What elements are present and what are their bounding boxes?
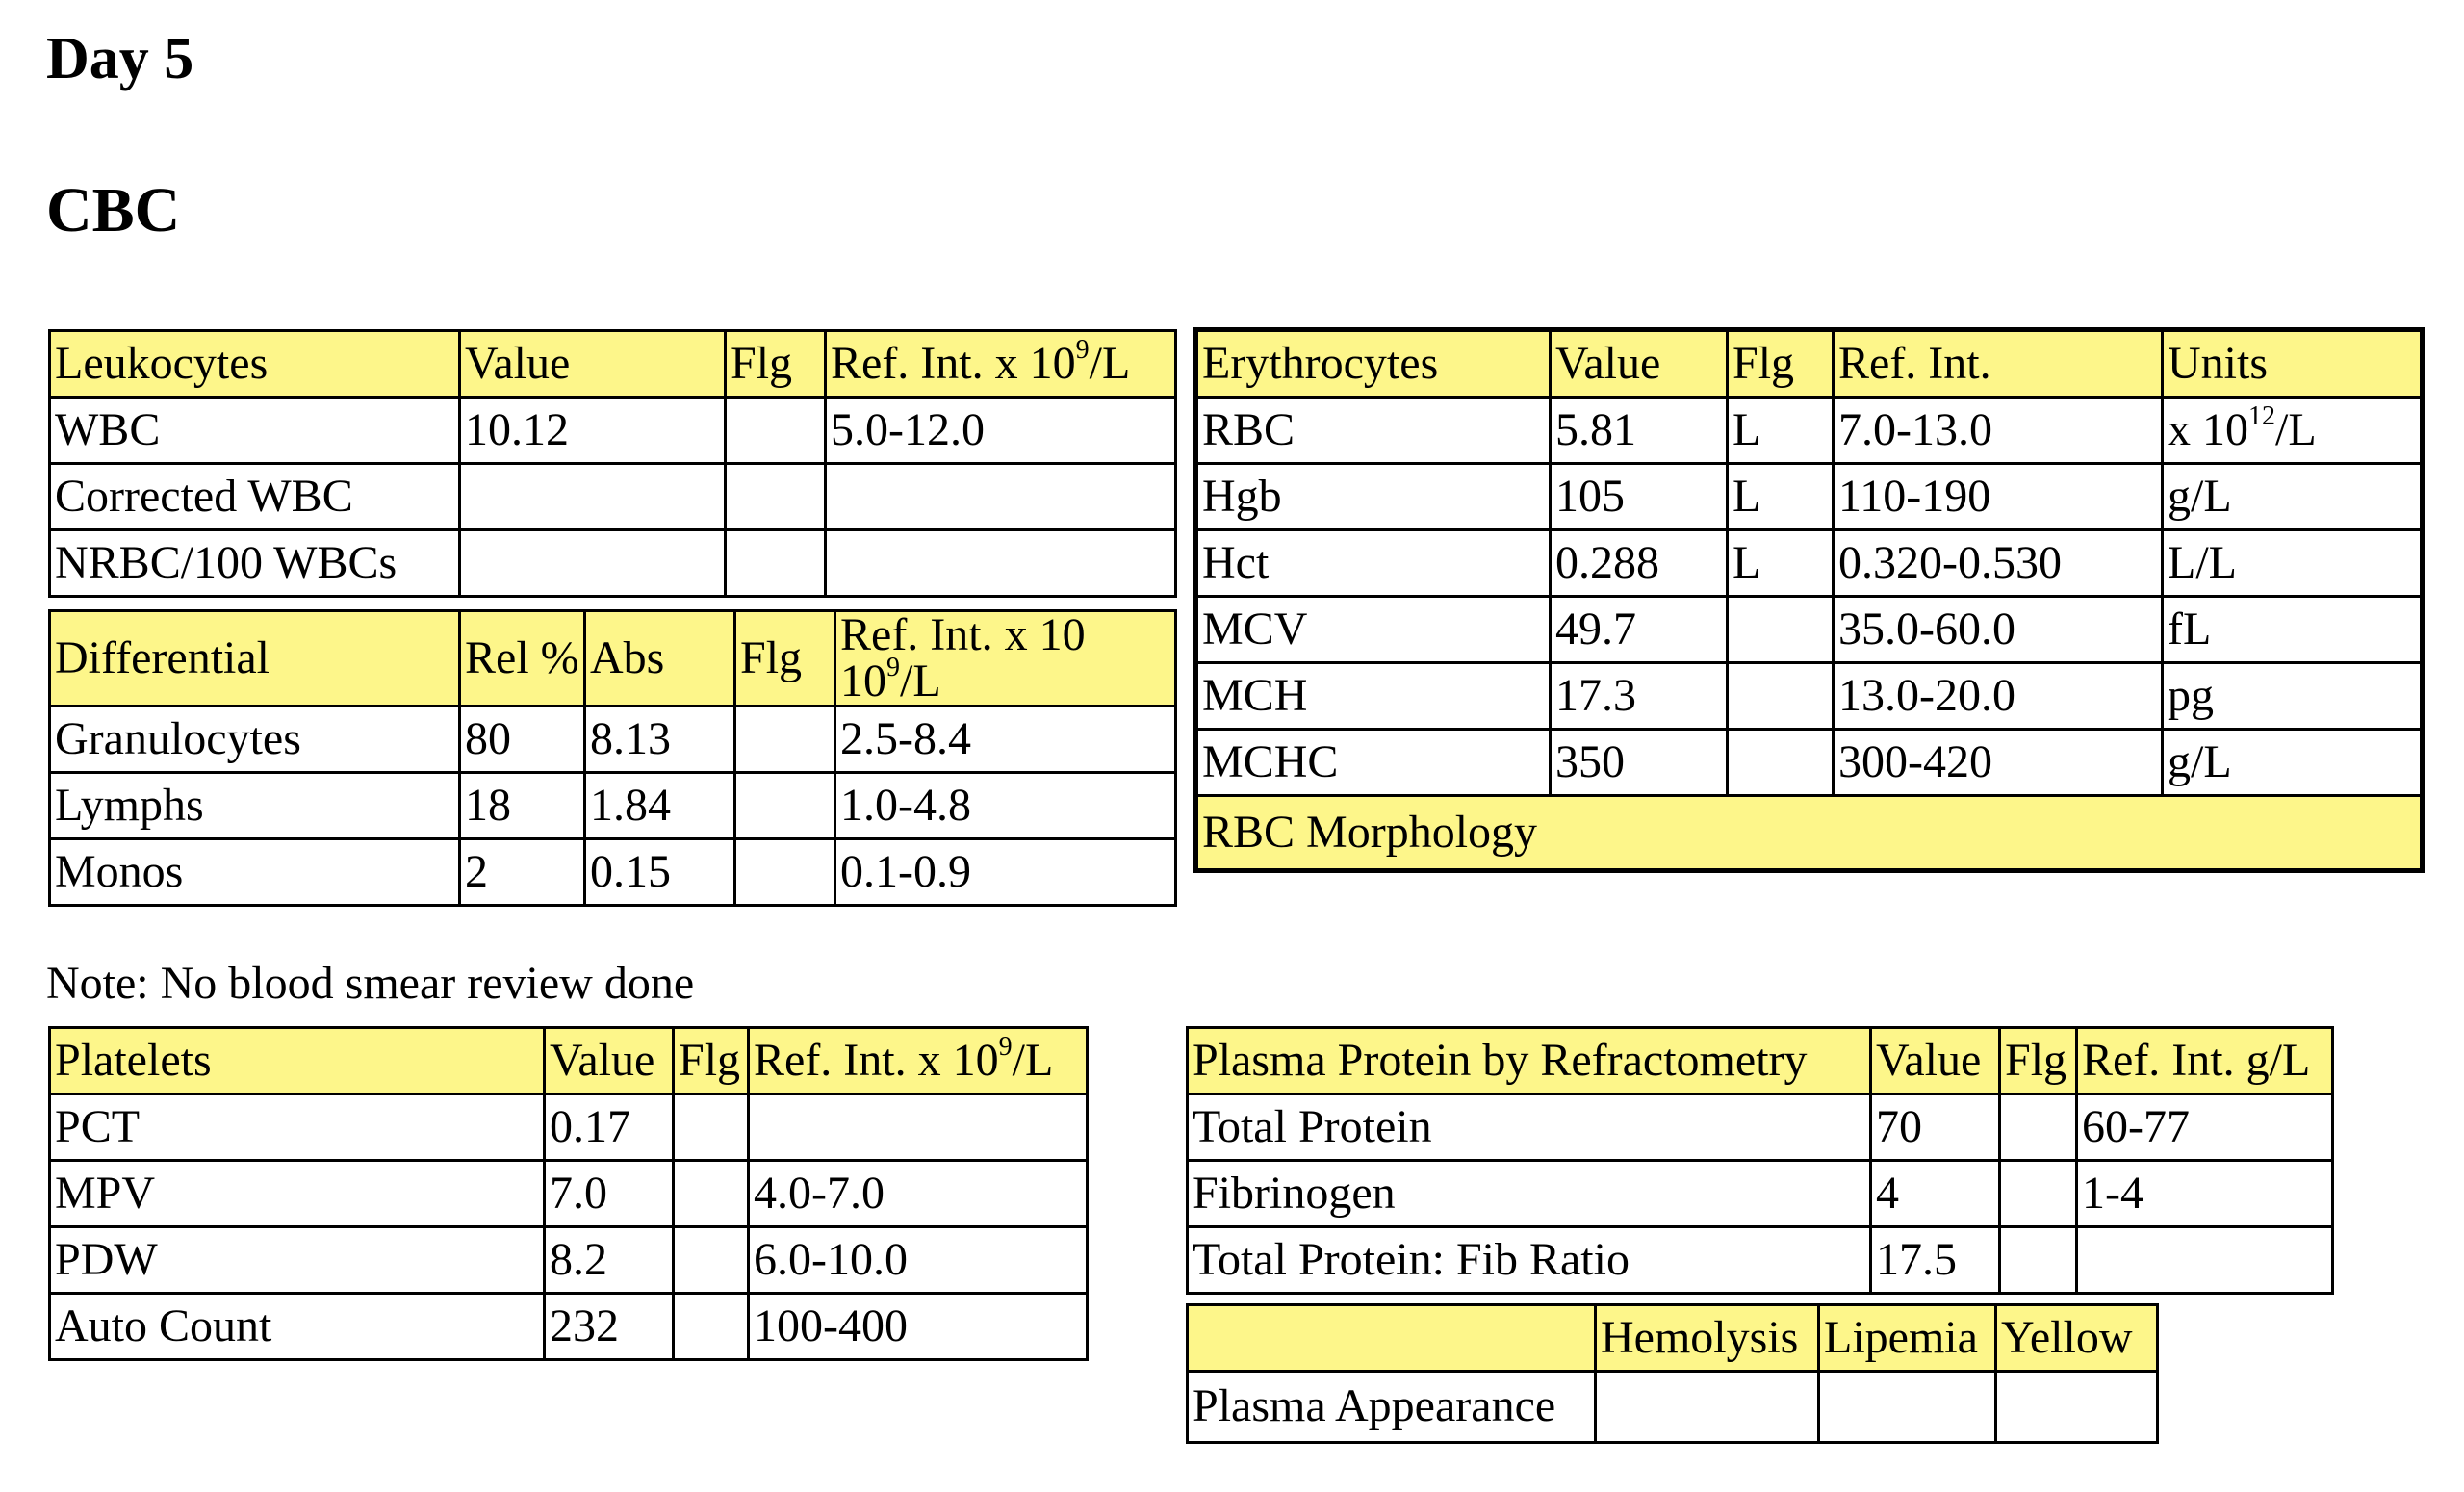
units-cell: pg	[2163, 663, 2423, 730]
value-cell: 17.3	[1551, 663, 1728, 730]
ref-cell	[826, 464, 1176, 530]
value-cell: 7.0	[545, 1161, 674, 1227]
table-row	[50, 839, 1176, 906]
table-row	[1196, 464, 2423, 530]
lipemia-cell	[1819, 1372, 1996, 1443]
table-row	[50, 1294, 1088, 1360]
header-ref-int: Ref. Int. x $10^9/L$	[749, 1028, 1088, 1094]
row-label: PCT	[50, 1094, 545, 1161]
plasma-appearance-header-row	[1188, 1305, 2158, 1372]
abs-cell: 8.13	[585, 707, 735, 773]
header-lipemia: Lipemia	[1819, 1305, 1996, 1372]
flag-cell	[2000, 1094, 2077, 1161]
ref-cell: 7.0-13.0	[1834, 398, 2163, 464]
flag-cell	[674, 1161, 749, 1227]
abs-cell: 0.15	[585, 839, 735, 906]
header-flag: Flg	[2000, 1028, 2077, 1094]
plasma-appearance-table	[1186, 1303, 2159, 1444]
header-hemolysis: Hemolysis	[1596, 1305, 1819, 1372]
row-label: PDW	[50, 1227, 545, 1294]
header-differential: Differential	[50, 611, 460, 707]
table-row	[50, 707, 1176, 773]
table-row	[50, 530, 1176, 597]
ref-cell: 35.0-60.0	[1834, 597, 2163, 663]
flag-cell	[726, 398, 826, 464]
row-label: MCHC	[1196, 730, 1551, 796]
erythrocytes-header-row	[1196, 330, 2423, 398]
flag-cell: L	[1728, 530, 1834, 597]
units-cell: fL	[2163, 597, 2423, 663]
header-flag: Flg	[1728, 330, 1834, 398]
units-cell: g/L	[2163, 464, 2423, 530]
header-value: Value	[1871, 1028, 2000, 1094]
rel-cell: 2	[460, 839, 585, 906]
row-label: Granulocytes	[50, 707, 460, 773]
flag-cell: L	[1728, 398, 1834, 464]
row-label: Plasma Appearance	[1188, 1372, 1596, 1443]
plasma-protein-table	[1186, 1026, 2334, 1295]
row-label: Hgb	[1196, 464, 1551, 530]
row-label: NRBC/100 WBCs	[50, 530, 460, 597]
flag-cell	[674, 1294, 749, 1360]
table-row	[1196, 663, 2423, 730]
row-label: Hct	[1196, 530, 1551, 597]
flag-cell	[1728, 663, 1834, 730]
row-label: Total Protein: Fib Ratio	[1188, 1227, 1871, 1294]
flag-cell: L	[1728, 464, 1834, 530]
platelets-header-row	[50, 1028, 1088, 1094]
table-row	[50, 1227, 1088, 1294]
ref-cell: 300-420	[1834, 730, 2163, 796]
header-ref-int: Ref. Int. g/L	[2077, 1028, 2333, 1094]
value-cell: 0.288	[1551, 530, 1728, 597]
rel-cell: 80	[460, 707, 585, 773]
header-value: Value	[545, 1028, 674, 1094]
value-cell: 10.12	[460, 398, 726, 464]
row-label: MCV	[1196, 597, 1551, 663]
ref-cell: 5.0-12.0	[826, 398, 1176, 464]
smear-note: Note: No blood smear review done	[46, 958, 695, 1009]
table-row	[1196, 398, 2423, 464]
value-cell: 49.7	[1551, 597, 1728, 663]
row-label: MPV	[50, 1161, 545, 1227]
row-label: MCH	[1196, 663, 1551, 730]
table-row	[50, 398, 1176, 464]
ref-cell: 1.0-4.8	[835, 773, 1176, 839]
row-label: Auto Count	[50, 1294, 545, 1360]
table-row	[50, 1161, 1088, 1227]
flag-cell	[735, 707, 835, 773]
differential-header-row	[50, 611, 1176, 707]
row-label: Total Protein	[1188, 1094, 1871, 1161]
header-units: Units	[2163, 330, 2423, 398]
leukocytes-table	[48, 329, 1177, 598]
value-cell: 105	[1551, 464, 1728, 530]
value-cell	[460, 464, 726, 530]
header-ref-int: Ref. Int.	[1834, 330, 2163, 398]
units-cell: x $10^{12}/L$	[2163, 398, 2423, 464]
ref-cell: 100-400	[749, 1294, 1088, 1360]
header-abs: Abs	[585, 611, 735, 707]
flag-cell	[674, 1227, 749, 1294]
table-row	[1196, 597, 2423, 663]
rbc-morphology-row	[1196, 796, 2423, 871]
platelets-table	[48, 1026, 1089, 1361]
ref-cell: 6.0-10.0	[749, 1227, 1088, 1294]
row-label: Lymphs	[50, 773, 460, 839]
header-value: Value	[460, 331, 726, 398]
value-cell: 8.2	[545, 1227, 674, 1294]
rel-cell: 18	[460, 773, 585, 839]
table-row	[1188, 1372, 2158, 1443]
abs-cell: 1.84	[585, 773, 735, 839]
plasma-protein-header-row	[1188, 1028, 2333, 1094]
flag-cell	[1728, 730, 1834, 796]
row-label: WBC	[50, 398, 460, 464]
header-ref-int: Ref. Int. x $10^9/L$	[826, 331, 1176, 398]
ref-cell	[749, 1094, 1088, 1161]
header-erythrocytes: Erythrocytes	[1196, 330, 1551, 398]
header-rel-percent: Rel %	[460, 611, 585, 707]
hemolysis-cell	[1596, 1372, 1819, 1443]
header-value: Value	[1551, 330, 1728, 398]
units-cell: g/L	[2163, 730, 2423, 796]
ref-cell: 0.320-0.530	[1834, 530, 2163, 597]
flag-cell	[726, 464, 826, 530]
ref-cell: 1-4	[2077, 1161, 2333, 1227]
units-cell: L/L	[2163, 530, 2423, 597]
yellow-cell	[1996, 1372, 2158, 1443]
page-title: Day 5	[46, 26, 194, 91]
header-platelets: Platelets	[50, 1028, 545, 1094]
flag-cell	[674, 1094, 749, 1161]
flag-cell	[2000, 1227, 2077, 1294]
row-label: RBC	[1196, 398, 1551, 464]
row-label: Monos	[50, 839, 460, 906]
erythrocytes-table	[1194, 327, 2425, 873]
flag-cell	[735, 773, 835, 839]
table-row	[1188, 1161, 2333, 1227]
header-flag: Flg	[674, 1028, 749, 1094]
ref-cell: 110-190	[1834, 464, 2163, 530]
table-row	[50, 773, 1176, 839]
table-row	[1188, 1227, 2333, 1294]
value-cell: 17.5	[1871, 1227, 2000, 1294]
value-cell: 5.81	[1551, 398, 1728, 464]
value-cell: 0.17	[545, 1094, 674, 1161]
ref-cell: 60-77	[2077, 1094, 2333, 1161]
table-row	[1196, 530, 2423, 597]
flag-cell	[1728, 597, 1834, 663]
value-cell	[460, 530, 726, 597]
flag-cell	[735, 839, 835, 906]
table-row	[50, 464, 1176, 530]
table-row	[1196, 730, 2423, 796]
leukocytes-header-row	[50, 331, 1176, 398]
flag-cell	[726, 530, 826, 597]
header-flag: Flg	[726, 331, 826, 398]
ref-cell: 2.5-8.4	[835, 707, 1176, 773]
differential-table	[48, 609, 1177, 907]
ref-cell: 0.1-0.9	[835, 839, 1176, 906]
section-title: CBC	[46, 175, 181, 245]
rbc-morphology-label: RBC Morphology	[1196, 796, 2423, 871]
table-row	[50, 1094, 1088, 1161]
header-plasma-protein: Plasma Protein by Refractometry	[1188, 1028, 1871, 1094]
value-cell: 350	[1551, 730, 1728, 796]
header-blank	[1188, 1305, 1596, 1372]
row-label: Corrected WBC	[50, 464, 460, 530]
flag-cell	[2000, 1161, 2077, 1227]
value-cell: 70	[1871, 1094, 2000, 1161]
ref-cell	[2077, 1227, 2333, 1294]
ref-cell: 4.0-7.0	[749, 1161, 1088, 1227]
value-cell: 4	[1871, 1161, 2000, 1227]
header-flag: Flg	[735, 611, 835, 707]
header-leukocytes: Leukocytes	[50, 331, 460, 398]
table-row	[1188, 1094, 2333, 1161]
value-cell: 232	[545, 1294, 674, 1360]
header-yellow: Yellow	[1996, 1305, 2158, 1372]
row-label: Fibrinogen	[1188, 1161, 1871, 1227]
ref-cell	[826, 530, 1176, 597]
header-ref-int: Ref. Int. x 10 $10^9/L$	[835, 611, 1176, 707]
ref-cell: 13.0-20.0	[1834, 663, 2163, 730]
